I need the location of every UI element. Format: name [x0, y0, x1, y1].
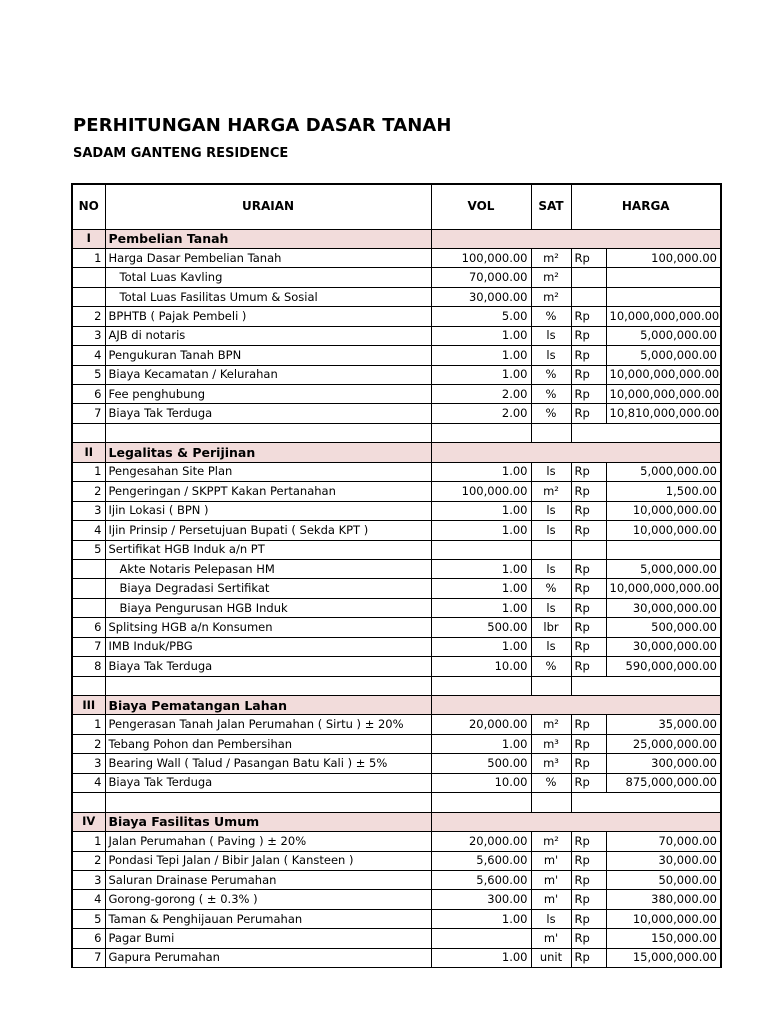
row-currency: Rp: [571, 948, 606, 967]
table-row: [72, 287, 721, 306]
row-currency: Rp: [571, 754, 606, 773]
section-title: Biaya Pematangan Lahan: [105, 696, 431, 715]
section-number: III: [72, 696, 105, 715]
row-number: 6: [72, 385, 105, 404]
row-currency: Rp: [571, 618, 606, 637]
section-number: IV: [72, 812, 105, 831]
row-volume: [431, 540, 531, 559]
table-row: [72, 618, 721, 637]
row-number: 5: [72, 365, 105, 384]
row-price: 590,000,000.00: [606, 657, 721, 676]
row-currency: Rp: [571, 715, 606, 734]
row-currency: Rp: [571, 404, 606, 423]
row-price: 10,000,000.00: [606, 501, 721, 520]
row-volume: 1.00: [431, 346, 531, 365]
row-currency: [571, 540, 606, 559]
row-price: [606, 540, 721, 559]
row-price: 100,000.00: [606, 248, 721, 267]
row-description: Pondasi Tepi Jalan / Bibir Jalan ( Kansteen ): [105, 851, 431, 870]
header-uraian: URAIAN: [105, 184, 431, 229]
row-description: Pengerasan Tanah Jalan Perumahan ( Sirtu ) ± 20%: [105, 715, 431, 734]
table-row: [72, 773, 721, 792]
row-currency: Rp: [571, 851, 606, 870]
row-unit: ls: [531, 462, 571, 481]
row-description: Saluran Drainase Perumahan: [105, 870, 431, 889]
row-number: 3: [72, 326, 105, 345]
row-volume: 1.00: [431, 909, 531, 928]
spacer-desc: [105, 676, 431, 695]
row-number: 6: [72, 929, 105, 948]
row-description: Pengukuran Tanah BPN: [105, 346, 431, 365]
row-description: Harga Dasar Pembelian Tanah: [105, 248, 431, 267]
row-price: 10,000,000,000.00: [606, 579, 721, 598]
row-number: [72, 287, 105, 306]
spacer-harga: [571, 793, 721, 812]
row-description: Total Luas Fasilitas Umum & Sosial: [105, 287, 431, 306]
spacer-sat: [531, 676, 571, 695]
row-description: AJB di notaris: [105, 326, 431, 345]
table-row: [72, 754, 721, 773]
row-description: Pengeringan / SKPPT Kakan Pertanahan: [105, 482, 431, 501]
row-volume: 10.00: [431, 657, 531, 676]
row-currency: Rp: [571, 598, 606, 617]
section-blank: [431, 229, 721, 248]
row-description: Akte Notaris Pelepasan HM: [105, 559, 431, 578]
row-volume: 1.00: [431, 462, 531, 481]
spacer-sat: [531, 793, 571, 812]
table-row: [72, 326, 721, 345]
row-number: 3: [72, 754, 105, 773]
row-unit: m³: [531, 754, 571, 773]
row-volume: 70,000.00: [431, 268, 531, 287]
row-unit: m³: [531, 734, 571, 753]
row-price: 70,000.00: [606, 832, 721, 851]
row-unit: %: [531, 773, 571, 792]
spacer-vol: [431, 676, 531, 695]
row-price: 10,000,000,000.00: [606, 307, 721, 326]
row-currency: Rp: [571, 385, 606, 404]
row-unit: m²: [531, 715, 571, 734]
row-description: BPHTB ( Pajak Pembeli ): [105, 307, 431, 326]
row-price: [606, 268, 721, 287]
row-volume: 1.00: [431, 637, 531, 656]
row-unit: ls: [531, 598, 571, 617]
spacer-sat: [531, 423, 571, 442]
table-row: [72, 598, 721, 617]
section-blank: [431, 443, 721, 462]
section-title: Biaya Fasilitas Umum: [105, 812, 431, 831]
row-description: Total Luas Kavling: [105, 268, 431, 287]
row-currency: Rp: [571, 521, 606, 540]
row-price: 30,000.00: [606, 851, 721, 870]
row-volume: 1.00: [431, 559, 531, 578]
row-unit: ls: [531, 559, 571, 578]
table-row: [72, 482, 721, 501]
row-unit: ls: [531, 346, 571, 365]
row-price: 25,000,000.00: [606, 734, 721, 753]
row-currency: Rp: [571, 832, 606, 851]
row-number: 6: [72, 618, 105, 637]
spacer-desc: [105, 793, 431, 812]
row-currency: Rp: [571, 929, 606, 948]
section-number: II: [72, 443, 105, 462]
section-blank: [431, 696, 721, 715]
row-number: 2: [72, 851, 105, 870]
table-row: [72, 501, 721, 520]
table-row: [72, 870, 721, 889]
row-price: 1,500.00: [606, 482, 721, 501]
spacer-no: [72, 676, 105, 695]
row-description: Splitsing HGB a/n Konsumen: [105, 618, 431, 637]
row-currency: Rp: [571, 559, 606, 578]
row-currency: [571, 287, 606, 306]
row-unit: [531, 540, 571, 559]
row-volume: 1.00: [431, 501, 531, 520]
section-blank: [431, 812, 721, 831]
row-volume: 300.00: [431, 890, 531, 909]
row-number: 3: [72, 501, 105, 520]
row-currency: Rp: [571, 501, 606, 520]
row-unit: m²: [531, 248, 571, 267]
row-volume: 30,000.00: [431, 287, 531, 306]
row-unit: m': [531, 929, 571, 948]
row-currency: Rp: [571, 734, 606, 753]
row-currency: Rp: [571, 909, 606, 928]
spacer-vol: [431, 423, 531, 442]
row-description: Taman & Penghijauan Perumahan: [105, 909, 431, 928]
row-price: [606, 287, 721, 306]
row-description: Tebang Pohon dan Pembersihan: [105, 734, 431, 753]
row-unit: lbr: [531, 618, 571, 637]
row-unit: %: [531, 385, 571, 404]
row-number: 4: [72, 346, 105, 365]
row-description: Biaya Kecamatan / Kelurahan: [105, 365, 431, 384]
row-number: 8: [72, 657, 105, 676]
page-subtitle: SADAM GANTENG RESIDENCE: [73, 146, 289, 161]
table-row: [72, 851, 721, 870]
table-row: [72, 462, 721, 481]
row-description: Pengesahan Site Plan: [105, 462, 431, 481]
row-price: 5,000,000.00: [606, 462, 721, 481]
spacer-row: [72, 793, 721, 812]
row-currency: Rp: [571, 657, 606, 676]
table-body: [72, 229, 721, 968]
row-price: 300,000.00: [606, 754, 721, 773]
row-number: 1: [72, 248, 105, 267]
spacer-vol: [431, 793, 531, 812]
row-number: 7: [72, 637, 105, 656]
row-number: [72, 598, 105, 617]
table-row: [72, 832, 721, 851]
row-unit: m': [531, 851, 571, 870]
row-unit: ls: [531, 521, 571, 540]
section-header-row: [72, 696, 721, 715]
row-currency: Rp: [571, 248, 606, 267]
table-row: [72, 307, 721, 326]
row-currency: Rp: [571, 462, 606, 481]
table-row: [72, 657, 721, 676]
row-unit: m': [531, 890, 571, 909]
row-volume: 1.00: [431, 598, 531, 617]
spacer-row: [72, 676, 721, 695]
row-volume: 5,600.00: [431, 851, 531, 870]
row-currency: Rp: [571, 307, 606, 326]
row-unit: ls: [531, 909, 571, 928]
row-description: Jalan Perumahan ( Paving ) ± 20%: [105, 832, 431, 851]
row-unit: m²: [531, 287, 571, 306]
row-volume: 20,000.00: [431, 832, 531, 851]
table-row: [72, 248, 721, 267]
spacer-no: [72, 423, 105, 442]
row-volume: 1.00: [431, 734, 531, 753]
row-unit: %: [531, 404, 571, 423]
row-number: [72, 268, 105, 287]
table-row: [72, 948, 721, 967]
row-price: 500,000.00: [606, 618, 721, 637]
row-unit: ls: [531, 326, 571, 345]
row-price: 380,000.00: [606, 890, 721, 909]
row-price: 10,810,000,000.00: [606, 404, 721, 423]
row-currency: Rp: [571, 346, 606, 365]
row-volume: 100,000.00: [431, 482, 531, 501]
row-description: Gapura Perumahan: [105, 948, 431, 967]
row-description: Biaya Tak Terduga: [105, 773, 431, 792]
row-currency: Rp: [571, 365, 606, 384]
row-description: Ijin Prinsip / Persetujuan Bupati ( Sekda KPT ): [105, 521, 431, 540]
table-row: [72, 909, 721, 928]
cost-table: [71, 183, 722, 968]
header-harga: HARGA: [571, 184, 721, 229]
row-currency: Rp: [571, 326, 606, 345]
row-price: 10,000,000.00: [606, 909, 721, 928]
row-price: 5,000,000.00: [606, 326, 721, 345]
row-number: 4: [72, 521, 105, 540]
row-number: 5: [72, 909, 105, 928]
row-volume: 1.00: [431, 365, 531, 384]
row-unit: ls: [531, 637, 571, 656]
header-sat: SAT: [531, 184, 571, 229]
spacer-no: [72, 793, 105, 812]
section-header-row: [72, 229, 721, 248]
row-description: Biaya Tak Terduga: [105, 657, 431, 676]
row-description: Fee penghubung: [105, 385, 431, 404]
table-row: [72, 346, 721, 365]
row-currency: Rp: [571, 637, 606, 656]
row-currency: Rp: [571, 870, 606, 889]
row-price: 15,000,000.00: [606, 948, 721, 967]
section-header-row: [72, 443, 721, 462]
section-title: Legalitas & Perijinan: [105, 443, 431, 462]
row-number: [72, 579, 105, 598]
table-row: [72, 559, 721, 578]
row-number: 1: [72, 715, 105, 734]
row-volume: 5.00: [431, 307, 531, 326]
table-row: [72, 929, 721, 948]
row-number: 2: [72, 307, 105, 326]
table-row: [72, 637, 721, 656]
row-number: 5: [72, 540, 105, 559]
table-row: [72, 540, 721, 559]
row-volume: 1.00: [431, 521, 531, 540]
row-price: 10,000,000,000.00: [606, 385, 721, 404]
header-no: NO: [72, 184, 105, 229]
row-number: 1: [72, 462, 105, 481]
table-row: [72, 734, 721, 753]
row-number: 4: [72, 890, 105, 909]
table-row: [72, 365, 721, 384]
row-volume: 500.00: [431, 754, 531, 773]
row-unit: m²: [531, 268, 571, 287]
row-price: 50,000.00: [606, 870, 721, 889]
row-number: 7: [72, 404, 105, 423]
row-number: 1: [72, 832, 105, 851]
row-price: 10,000,000,000.00: [606, 365, 721, 384]
row-unit: %: [531, 365, 571, 384]
row-price: 30,000,000.00: [606, 598, 721, 617]
row-description: Biaya Degradasi Sertifikat: [105, 579, 431, 598]
table-row: [72, 268, 721, 287]
row-volume: 1.00: [431, 948, 531, 967]
row-description: Biaya Tak Terduga: [105, 404, 431, 423]
row-unit: m²: [531, 482, 571, 501]
section-number: I: [72, 229, 105, 248]
table-row: [72, 715, 721, 734]
row-volume: 2.00: [431, 404, 531, 423]
row-description: Sertifikat HGB Induk a/n PT: [105, 540, 431, 559]
row-volume: 20,000.00: [431, 715, 531, 734]
page-title: PERHITUNGAN HARGA DASAR TANAH: [73, 115, 452, 136]
row-description: Ijin Lokasi ( BPN ): [105, 501, 431, 520]
table-row: [72, 579, 721, 598]
row-number: [72, 559, 105, 578]
row-description: Pagar Bumi: [105, 929, 431, 948]
row-description: Biaya Pengurusan HGB Induk: [105, 598, 431, 617]
row-number: 7: [72, 948, 105, 967]
section-header-row: [72, 812, 721, 831]
row-unit: %: [531, 307, 571, 326]
row-number: 2: [72, 482, 105, 501]
row-currency: Rp: [571, 579, 606, 598]
row-unit: unit: [531, 948, 571, 967]
row-currency: Rp: [571, 482, 606, 501]
row-volume: 500.00: [431, 618, 531, 637]
row-volume: 1.00: [431, 579, 531, 598]
row-volume: 100,000.00: [431, 248, 531, 267]
table-row: [72, 521, 721, 540]
row-currency: Rp: [571, 890, 606, 909]
row-unit: m': [531, 870, 571, 889]
row-volume: [431, 929, 531, 948]
table-row: [72, 404, 721, 423]
row-description: Bearing Wall ( Talud / Pasangan Batu Kali ) ± 5%: [105, 754, 431, 773]
row-currency: [571, 268, 606, 287]
row-number: 3: [72, 870, 105, 889]
row-currency: Rp: [571, 773, 606, 792]
row-volume: 5,600.00: [431, 870, 531, 889]
spacer-harga: [571, 676, 721, 695]
table-header-row: [72, 184, 721, 229]
row-price: 5,000,000.00: [606, 346, 721, 365]
row-price: 5,000,000.00: [606, 559, 721, 578]
row-description: IMB Induk/PBG: [105, 637, 431, 656]
row-unit: ls: [531, 501, 571, 520]
row-unit: m²: [531, 832, 571, 851]
row-volume: 1.00: [431, 326, 531, 345]
row-unit: %: [531, 579, 571, 598]
table-row: [72, 890, 721, 909]
row-number: 4: [72, 773, 105, 792]
header-vol: VOL: [431, 184, 531, 229]
row-price: 30,000,000.00: [606, 637, 721, 656]
row-volume: 2.00: [431, 385, 531, 404]
section-title: Pembelian Tanah: [105, 229, 431, 248]
row-price: 10,000,000.00: [606, 521, 721, 540]
row-price: 150,000.00: [606, 929, 721, 948]
row-price: 35,000.00: [606, 715, 721, 734]
spacer-row: [72, 423, 721, 442]
row-number: 2: [72, 734, 105, 753]
row-description: Gorong-gorong ( ± 0.3% ): [105, 890, 431, 909]
row-volume: 10.00: [431, 773, 531, 792]
row-price: 875,000,000.00: [606, 773, 721, 792]
row-unit: %: [531, 657, 571, 676]
spacer-harga: [571, 423, 721, 442]
table-row: [72, 385, 721, 404]
spacer-desc: [105, 423, 431, 442]
